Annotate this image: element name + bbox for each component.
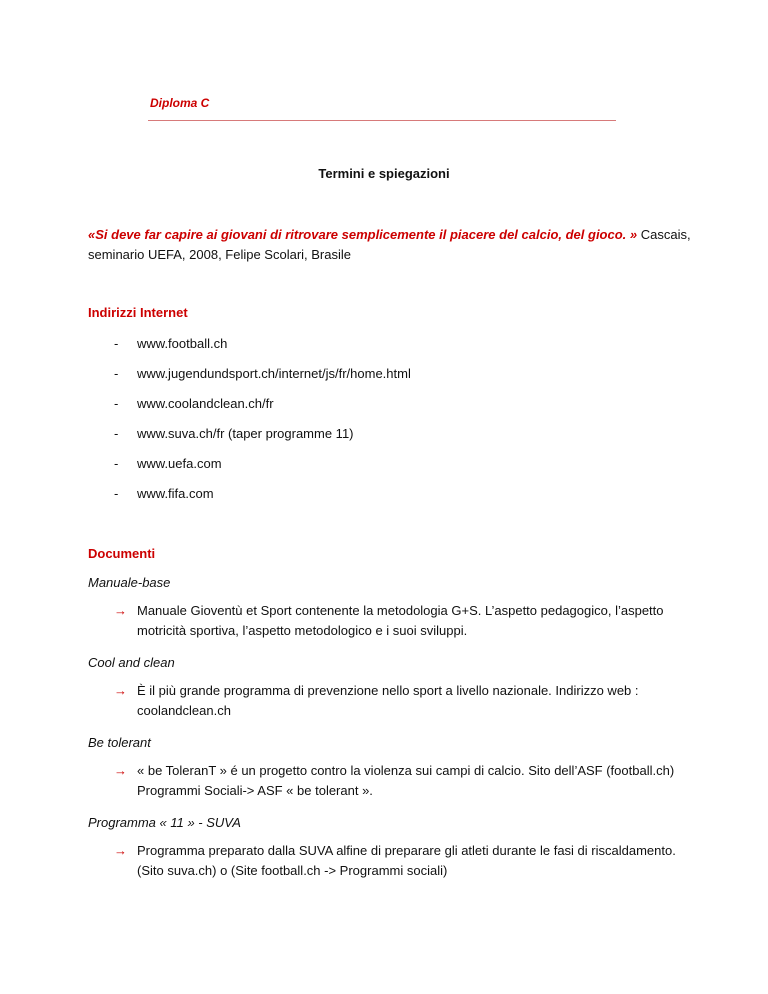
document-title-be-tolerant: Be tolerant <box>88 735 151 750</box>
link-uefa[interactable]: www.uefa.com <box>137 456 222 471</box>
document-header-title: Diploma C <box>150 96 210 110</box>
link-football[interactable]: www.football.ch <box>137 336 228 351</box>
page-title: Termini e spiegazioni <box>318 166 450 181</box>
list-bullet: - <box>114 336 119 351</box>
document-description-cool-and-clean: È il più grande programma di prevenzione nello sport a livello nazionale. Indirizzo web : coolandclean.ch <box>137 683 639 718</box>
list-bullet: - <box>114 396 119 411</box>
quote-text: «Si deve far capire ai giovani di ritrovare semplicemente il piacere del calcio, del gioco. » <box>88 227 638 242</box>
quote-block <box>88 225 698 265</box>
quote-attribution: Cascais, seminario UEFA, 2008, Felipe Scolari, Brasile <box>88 227 691 262</box>
list-bullet: - <box>114 426 119 441</box>
link-suva[interactable]: www.suva.ch/fr (taper programme 11) <box>137 426 354 441</box>
list-bullet: - <box>114 366 119 381</box>
section-heading-internet: Indirizzi Internet <box>88 305 188 320</box>
document-title-manuale-base: Manuale-base <box>88 575 171 590</box>
document-title-programma-11: Programma « 11 » - SUVA <box>88 815 241 830</box>
link-jugendundsport[interactable]: www.jugendundsport.ch/internet/js/fr/home.html <box>137 366 411 381</box>
section-heading-documents: Documenti <box>88 546 156 561</box>
document-description-manuale-base: Manuale Gioventù et Sport contenente la metodologia G+S. L’aspetto pedagogico, l’aspetto motricità sportiva, l’aspetto metodologico e i suoi sviluppi. <box>137 603 664 638</box>
list-bullet: - <box>114 456 119 471</box>
arrow-right-icon: → <box>114 683 127 698</box>
arrow-right-icon: → <box>114 843 127 858</box>
link-coolandclean[interactable]: www.coolandclean.ch/fr <box>137 396 274 411</box>
list-bullet: - <box>114 486 119 501</box>
arrow-right-icon: → <box>114 603 127 618</box>
document-title-cool-and-clean: Cool and clean <box>88 655 175 670</box>
link-fifa[interactable]: www.fifa.com <box>137 486 214 501</box>
document-description-programma-11: Programma preparato dalla SUVA alfine di preparare gli atleti durante le fasi di riscaldamento. (Sito suva.ch) o (Site football.ch -> Programmi sociali) <box>137 843 676 878</box>
arrow-right-icon: → <box>114 763 127 778</box>
document-description-be-tolerant: « be ToleranT » é un progetto contro la violenza sui campi di calcio. Sito dell’ASF (football.ch) Programmi Sociali-> ASF « be tolerant ». <box>137 763 675 798</box>
header-divider <box>148 120 616 121</box>
